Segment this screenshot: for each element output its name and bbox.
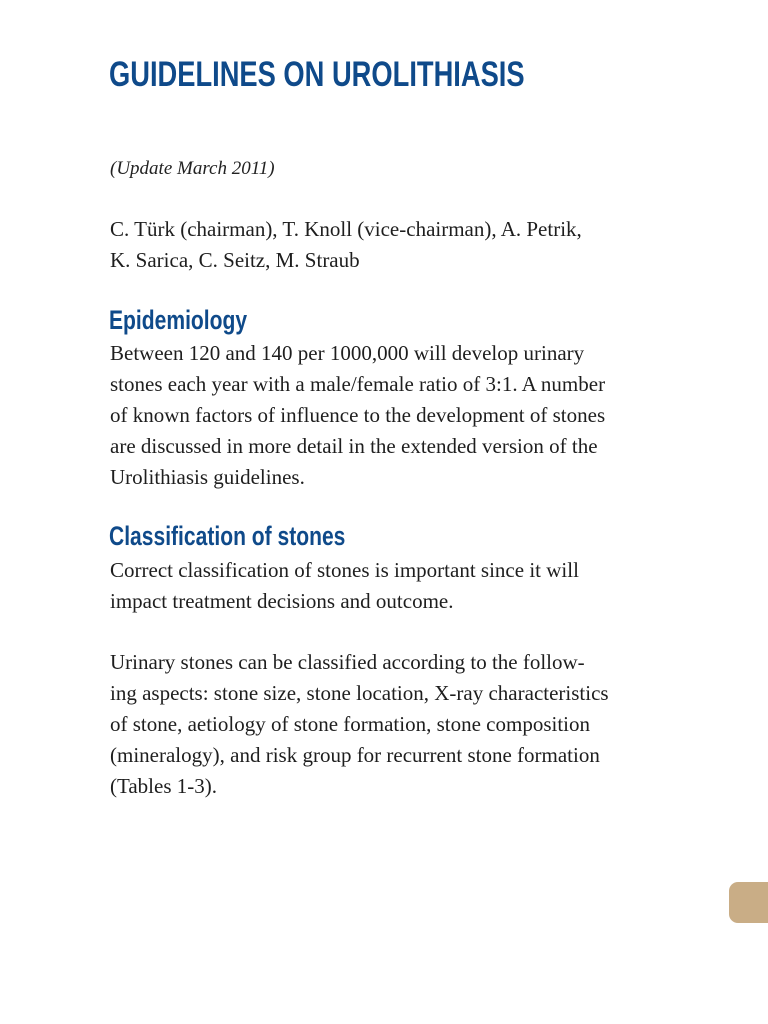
epidemiology-heading: Epidemiology <box>109 305 248 335</box>
paragraph-line: Urolithiasis guidelines. <box>110 465 305 489</box>
paragraph-line: (Tables 1-3). <box>110 774 217 798</box>
classification-heading: Classification of stones <box>109 521 346 551</box>
paragraph-line: impact treatment decisions and outcome. <box>110 589 454 613</box>
update-note: (Update March 2011) <box>110 158 275 179</box>
authors-line: K. Sarica, C. Seitz, M. Straub <box>110 248 360 272</box>
paragraph-line: Urinary stones can be classified according to the follow- <box>110 650 585 674</box>
paragraph-line: ing aspects: stone size, stone location, X-ray characteristics <box>110 681 609 705</box>
paragraph-line: Between 120 and 140 per 1000,000 will develop urinary <box>110 341 585 365</box>
paragraph-line: of stone, aetiology of stone formation, stone composition <box>110 712 591 736</box>
paragraph-line: are discussed in more detail in the extended version of the <box>110 434 598 458</box>
paragraph-line: Correct classification of stones is important since it will <box>110 558 579 582</box>
paragraph-line: of known factors of influence to the development of stones <box>110 403 606 427</box>
paragraph-line: (mineralogy), and risk group for recurrent stone formation <box>110 743 600 767</box>
authors-line: C. Türk (chairman), T. Knoll (vice-chairman), A. Petrik, <box>110 217 582 241</box>
paragraph-line: stones each year with a male/female ratio of 3:1. A number <box>110 372 606 396</box>
page-title: GUIDELINES ON UROLITHIASIS <box>109 55 525 94</box>
page-edge-tab <box>729 882 768 923</box>
